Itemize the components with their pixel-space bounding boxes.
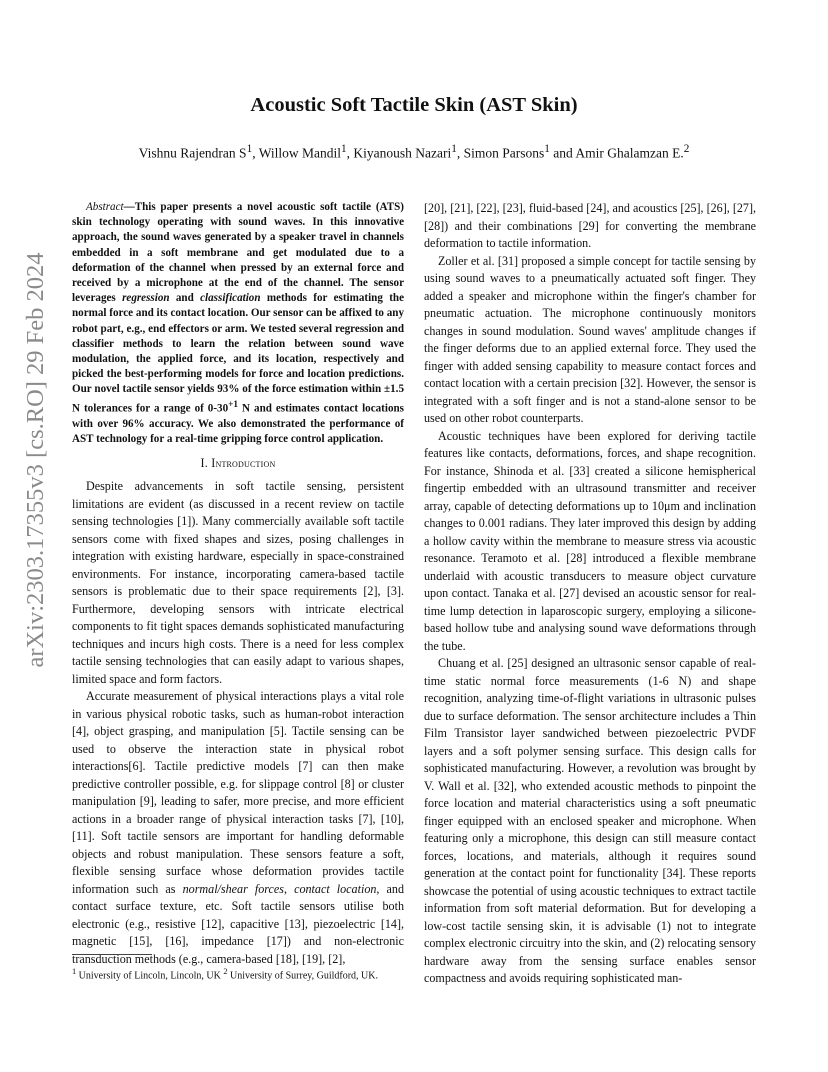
affiliation-mark: 1 — [451, 143, 457, 155]
footnote-rule — [72, 954, 152, 955]
affiliation-mark: 1 — [246, 143, 253, 155]
emphasis: normal/shear forces — [182, 881, 284, 896]
paper-title: Acoustic Soft Tactile Skin (AST Skin) — [250, 94, 578, 116]
emphasis: classification — [200, 292, 261, 305]
superscript: +1 — [228, 399, 239, 410]
paragraph: Zoller et al. [31] proposed a simple concept for tactile sensing by using sound waves to a pneumatically actuated soft finger. They added a speaker and microphone within the finger's chamber for pneumatic actuation. The microphone continuously monitors changes in sound modulation. Sound waves' amplitude changes if the finger deforms due to an applied external force. They used the finger with added sensing capability to measure contact forces and contact location with a certain precision [32]. However, the sensor is integrated with a soft finger and is not a stand-alone sensor to be used on other robot counterparts. — [424, 253, 756, 425]
affiliation-mark: 1 — [341, 143, 347, 155]
paragraph: Acoustic techniques have been explored for deriving tactile features like contacts, deformations, forces, and shape recognition. For instance, Shinoda et al. [33] created a silicone hemispherical fingertip embedded with an ultrasound transmitter and receiver array, capable of detecting deformations up to 10μm and inclination changes to 0.001 radians. They later improved this design by adding a hollow cavity within the membrane to measure stress via acoustic resonance. Teramoto et al. [28] introduced a flexible membrane underlaid with acoustic transducers to measure object curvature upon contact. Tanaka et al. [27] devised an acoustic sensor for real-time lump detection in laparoscopic surgery, employing a silicone-based hollow tube and analysing sound wave deformations through the tube. — [424, 428, 756, 653]
affiliation-mark: 1 — [544, 143, 550, 155]
author-name: Kiyanoush Nazari — [353, 145, 452, 161]
arxiv-id-text: arXiv:2303.17355v3 [cs.RO] 29 Feb 2024 — [22, 252, 49, 668]
abstract-label: Abstract — [86, 201, 124, 213]
author-name: Simon Parsons — [463, 145, 545, 161]
paragraph: Despite advancements in soft tactile sensing, persistent limitations are evident (as discussed in a recent review on tactile sensing technologies [1]). Many commercially available soft tactile sensors come with fixed shapes and sizes, posing challenges in integration with existing hardware, especially in space-constrained environments. For instance, incorporating camera-based tactile sensors is problematic due to their space requirements [2], [3]. Furthermore, developing sensors with intricate electrical components to fit tight spaces demands sophisticated manufacturing techniques and incurs high costs. There is a need for less complex tactile sensing technologies that can easily adapt to various shapes, limited space and form factors. — [72, 479, 404, 686]
emphasis: contact location — [294, 881, 377, 896]
affiliation-footnote: $^1$ University of Lincoln, Lincoln, UK $^2$ University of Surrey, Guildford, UK. — [72, 967, 378, 982]
paragraph: Accurate measurement of physical interactions plays a vital role in various physical robotic tasks, such as human-robot interaction [4], object grasping, and manipulation [5]. Tactile sensing can be used to observe the interaction state in physical robot interactions[6]. Tactile predictive models [7] can then make predictive controller possible, e.g. for slippage control [8] or cluster manipulation [9], leading to safer, more precise, and more efficient actions in a broader range of physical interaction tasks [7], [10], [11]. Soft tactile sensors are important for handling deformable objects and robust manipulation. These sensors feature a soft, flexible sensing surface whose deformation provides tactile information such as normal/shear forces, contact location, and contact surface texture, etc. Soft tactile sensors utilise both electronic (e.g., resistive [12], capacitive [13], piezoelectric [14], magnetic [15], [16], impedance [17]) and non-electronic transduction methods (e.g., camera-based [18], [19], [2], — [72, 689, 404, 966]
author-name: Vishnu Rajendran S — [138, 145, 247, 161]
paragraph-continued: [20], [21], [22], [23], fluid-based [24], and acoustics [25], [26], [27], [28]) and their combinations [29] for converting the membrane deformation to tactile information. — [424, 201, 756, 250]
affiliation-mark: 2 — [683, 143, 690, 155]
author-list: Vishnu Rajendran $S^1$, Willow Mandil$^1$, Kiyanoush Nazari$^1$, Simon Parsons$^1$ and Amir Ghalamzan E.$^2$ — [138, 143, 690, 161]
section-heading-introduction: I. Introduction — [200, 455, 276, 470]
abstract: Abstract—This paper presents a novel acoustic soft tactile (ATS) skin technology operating with sound waves. In this innovative approach, the sound waves generated by a speaker travel in channels embedded in a soft membrane and get modulated due to a deformation of the channel when pressed by an external force and received by a microphone at the end of the channel. The sensor leverages regression and classification methods for estimating the normal force and its contact location. Our sensor can be affixed to any robot part, e.g., end effectors or arm. We tested several regression and classifier methods to learn the relation between sound wave modulation, the applied force, and its location, respectively and picked the best-performing models for force and location predictions. Our novel tactile sensor yields 93% of the force estimation within ±1.5 N tolerances for a range of $0-30^{+1}$ N and estimates contact locations with over 96% accuracy. We also demonstrated the performance of AST technology for a real-time gripping force control application. — [72, 201, 404, 445]
paragraph: Chuang et al. [25] designed an ultrasonic sensor capable of real-time static normal force measurements (1-6 N) and shape recognition, analyzing time-of-flight variations in ultrasonic pulses due to surface deformation. The sensor architecture includes a Thin Film Transistor layer sandwiched between piezoelectric PVDF layers and a soft polymer sensing surface. This design calls for sophisticated manufacturing. However, a revolution was brought by V. Wall et al. [32], who extended acoustic methods to pinpoint the force location and material characteristics using a soft pneumatic finger equipped with an enclosed speaker and microphone. When featuring only a microphone, this design can still measure contact forces, locations, and materials, although it requires sound generation at the contact point for functionality [34]. These reports showcase the potential of using acoustic techniques to extract tactile information from soft material deformation. But for developing a low-cost tactile sensing skin, it is advisable (1) not to integrate complex electronic circuitry into the skin, and (2) relocating sensory hardware away from the sensing surface enables sensor compactness and avoids requiring sophisticated man- — [424, 656, 756, 985]
arxiv-sidebar-identifier — [6, 180, 66, 740]
emphasis: regression — [122, 292, 170, 305]
author-name: Willow Mandil — [258, 145, 342, 161]
right-column — [424, 200, 756, 988]
left-column — [72, 200, 404, 968]
author-name: Amir Ghalamzan E. — [575, 145, 684, 161]
